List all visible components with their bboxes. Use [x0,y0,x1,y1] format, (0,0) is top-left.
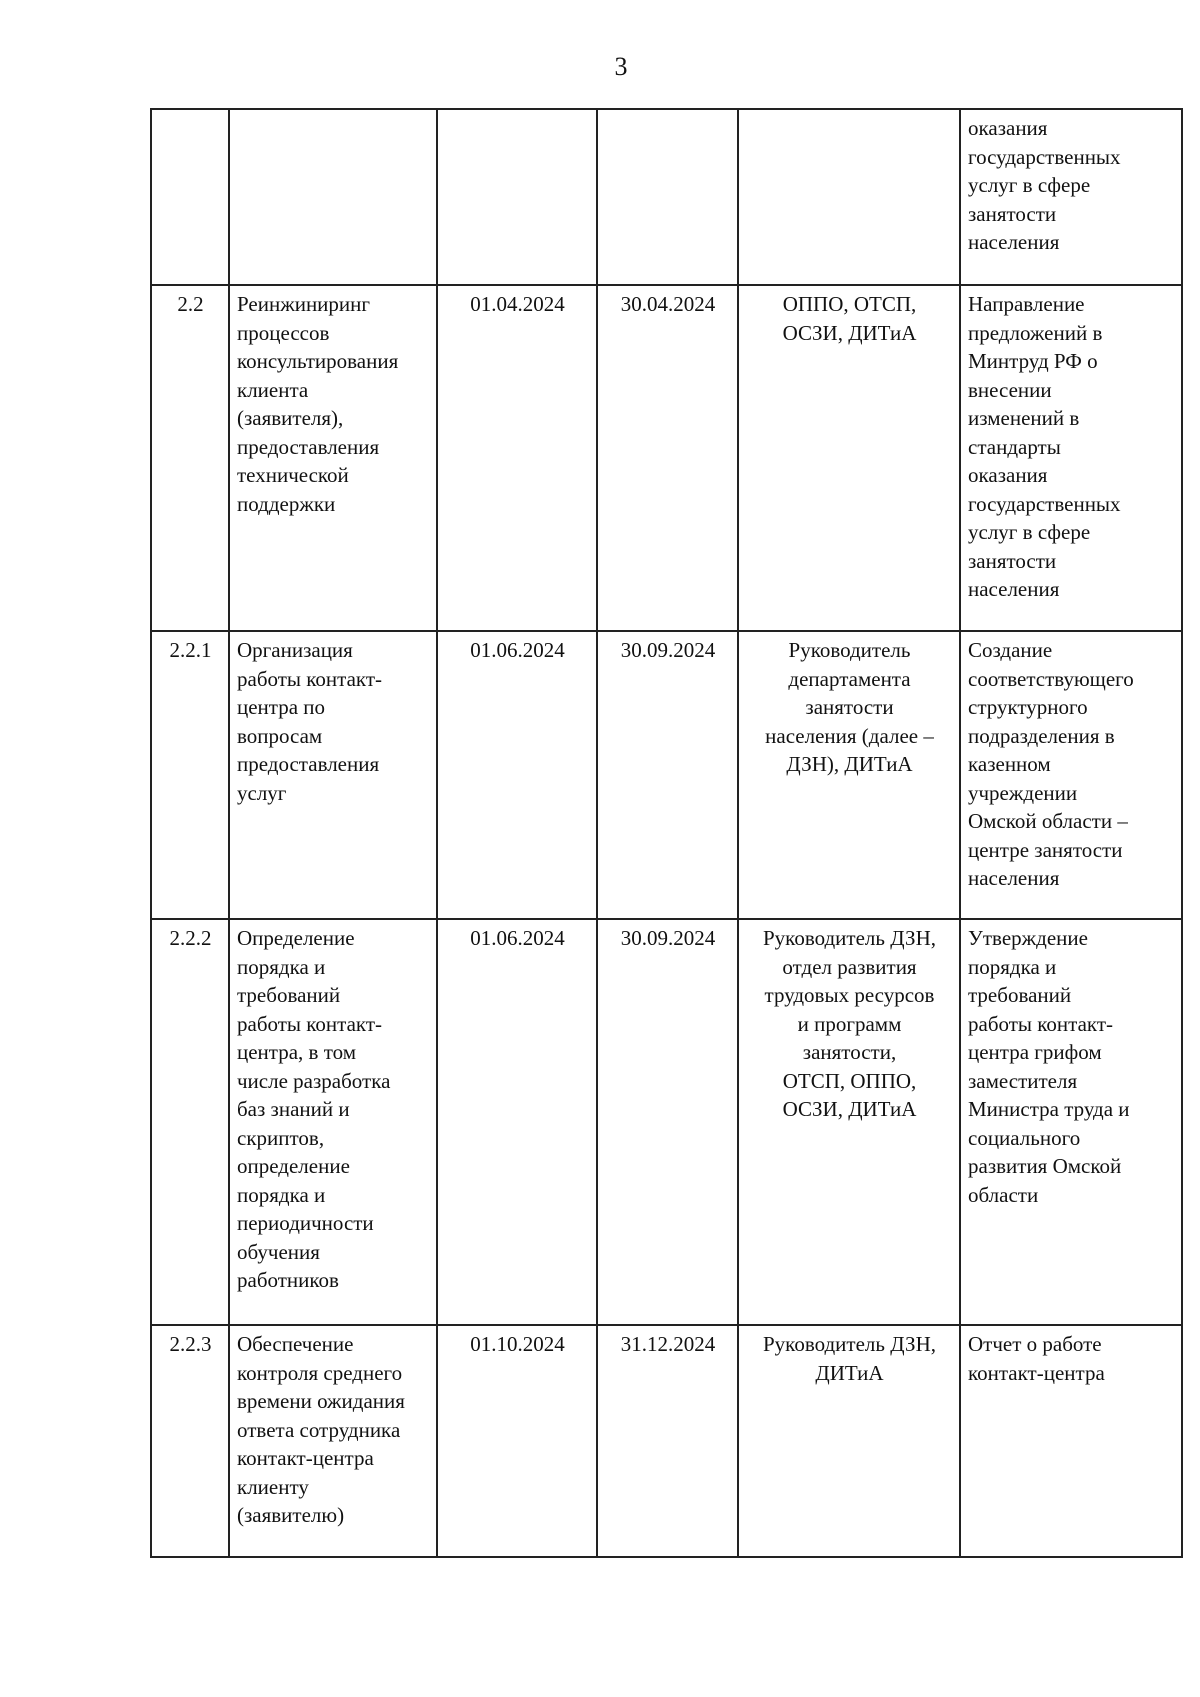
activity-name-cell: Обеспечение контроля среднего времени ожидания ответа сотрудника контакт-центра клиенту (заявителю) [229,1325,437,1557]
end-date-cell: 30.04.2024 [597,285,738,631]
activity-name-cell: Реинжиниринг процессов консультирования клиента (заявителя), предоставления технической поддержки [229,285,437,631]
row-number-cell: 2.2 [151,285,229,631]
responsible-cell: ОППО, ОТСП, ОСЗИ, ДИТиА [738,285,960,631]
table-row [151,631,1182,919]
table-row [151,919,1182,1325]
start-date-cell: 01.10.2024 [437,1325,597,1557]
page-number: 3 [614,52,628,81]
plan-table [150,108,1183,1558]
responsible-cell: Руководитель ДЗН, ДИТиА [738,1325,960,1557]
result-cell: Отчет о работе контакт-центра [960,1325,1182,1557]
start-date-cell: 01.06.2024 [437,631,597,919]
end-date-cell: 30.09.2024 [597,631,738,919]
table-row [151,1325,1182,1557]
responsible-cell: Руководитель ДЗН, отдел развития трудовых ресурсов и программ занятости, ОТСП, ОППО, ОСЗИ, ДИТиА [738,919,960,1325]
end-date-cell: 30.09.2024 [597,919,738,1325]
row-number-cell [151,109,229,285]
activity-name-cell: Определение порядка и требований работы контакт- центра, в том числе разработка баз знаний и скриптов, определение порядка и периодичности обучения работников [229,919,437,1325]
table-row [151,109,1182,285]
row-number-cell: 2.2.3 [151,1325,229,1557]
result-cell: Создание соответствующего структурного подразделения в казенном учреждении Омской области – центре занятости населения [960,631,1182,919]
start-date-cell [437,109,597,285]
row-number-cell: 2.2.2 [151,919,229,1325]
result-cell: Направление предложений в Минтруд РФ о внесении изменений в стандарты оказания государственных услуг в сфере занятости населения [960,285,1182,631]
result-cell: Утверждение порядка и требований работы контакт- центра грифом заместителя Министра труда и социального развития Омской области [960,919,1182,1325]
result-cell: оказания государственных услуг в сфере занятости населения [960,109,1182,285]
responsible-cell: Руководитель департамента занятости населения (далее – ДЗН), ДИТиА [738,631,960,919]
activity-name-cell: Организация работы контакт- центра по вопросам предоставления услуг [229,631,437,919]
activity-name-cell [229,109,437,285]
responsible-cell [738,109,960,285]
start-date-cell: 01.04.2024 [437,285,597,631]
row-number-cell: 2.2.1 [151,631,229,919]
start-date-cell: 01.06.2024 [437,919,597,1325]
table-row [151,285,1182,631]
end-date-cell: 31.12.2024 [597,1325,738,1557]
end-date-cell [597,109,738,285]
